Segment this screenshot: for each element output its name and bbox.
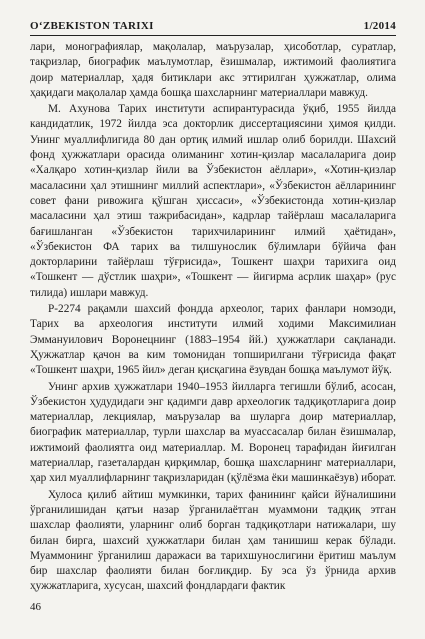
issue-number: 1/2014 — [363, 20, 396, 32]
paragraph: Унинг архив ҳужжатлари 1940–1953 йилларга тегишли бўлиб, асосан, Ўзбекистон ҳудудидаги энг қадимги давр археологик тадқиқотларига доир материаллар, лекциялар, маърузалар ва шуларга доир материаллар, биографик материаллар, турли шахслар ва муассасалар билан ёзишмалар, ижтимоий фаолиятга оид материаллар. М. Воронец тарафидан йиғилган материаллар, газеталардан қирқимлар, бошқа шахсларнинг материаллари, ҳар хил муаллифларнинг тақризларидан (қўлёзма ёки машинкаёзув) иборат. — [30, 380, 396, 485]
running-header — [30, 20, 396, 32]
paragraph: Хулоса қилиб айтиш мумкинки, тарих фанининг қайси йўналишини ўрганилишидан қатъи назар ўрганилаётган муаммони тадқиқ этган шахслар фаолияти, уларнинг олиб борган тадқиқотлари натижалари, шу билан бирга, шахсий ҳужжатлари билан ҳам танишиш керак бўлади. Муаммонинг ўрганилиш даражаси ва тарихшунослигини ёритиш маълум бир шахслар фаолияти билан боғлиқдир. Бу эса ўз ўрнида архив ҳужжатларига, хусусан, шахсий фондлардаги фактик — [30, 488, 396, 593]
header-rule — [30, 35, 396, 36]
page-number: 46 — [30, 601, 41, 613]
paragraph: лари, монографиялар, мақолалар, маърузалар, ҳисоботлар, суратлар, тақризлар, биографик маълумотлар, ёзишмалар, ижтимоий фаолиятига доир материаллар, ҳадя битиклари акс эттирилган ҳужжатлар, олима ҳақидаги мақолалар ҳамда бошқа шахсларнинг материаллари мавжуд. — [30, 41, 396, 99]
journal-title: O‘ZBEKISTON TARIXI — [30, 20, 154, 32]
paragraph: Р-2274 рақамли шахсий фондда археолог, тарих фанлари номзоди, Тарих ва археология институти илмий ходими Максимилиан Эммануилович Воронецнинг (1883–1954 йй.) ҳужжатлари сақланади. Ҳужжатлар қачон ва ким томонидан топширилгани тўғрисида фақат «Тошкент шаҳри, 1965 йил» деган қисқагина ёзувдан бошқа маълумот йўқ. — [30, 303, 396, 377]
body-text — [30, 40, 396, 596]
paragraph: М. Ахунова Тарих институти аспирантурасида ўқиб, 1955 йилда кандидатлик, 1972 йилда эса докторлик диссертациясини ҳимоя қилди. Унинг муаллифлигида 80 дан ортиқ илмий ишлар олиб борилди. Шахсий фонд ҳужжатлари орасида олиманинг хотин-қизлар масалаларига доир «Халқаро хотин-қизлар йили ва Ўзбекистон аёллари», «Хотин-қизлар масаласини ҳал этишнинг миллий аспектлари», «Ўзбекистон аёлларининг совет фани ривожига қўшган ҳиссаси», «Ўзбекистонда хотин-қизлар масаласини ҳал этиш тажрибасидан», кадрлар тайёрлаш масалаларига бағишланган «Ўзбекистон тарихчиларининг илмий ҳаётидан», «Ўзбекистон ФА тарих ва тилшунослик бўлимлари бўйича фан докторларини тайёрлаш тўғрисида», Тошкент шаҳри тарихига оид «Тошкент — дўстлик шаҳри», «Тошкент — йигирма асрлик шаҳар» (рус тилида) ишлари мавжуд. — [30, 103, 396, 299]
